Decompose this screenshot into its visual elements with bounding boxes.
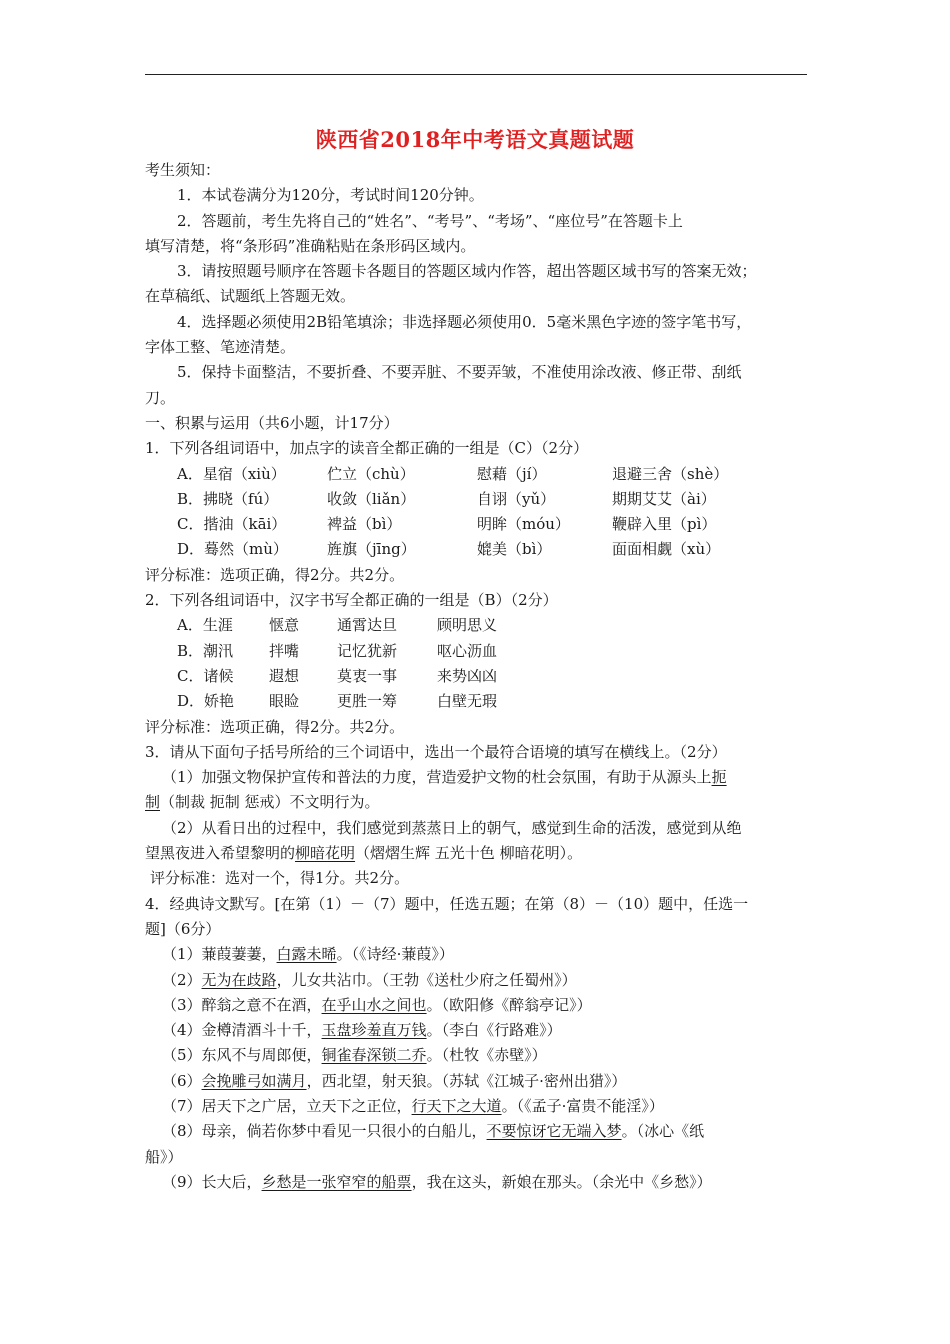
q3-sentence-2: （2）从看日出的过程中，我们感觉到蒸蒸日上的朝气，感觉到生命的活泼，感觉到从绝 bbox=[162, 818, 742, 837]
q1-option-d: D．蓦然（mù） 旌旗（jīng） 媲美（bì） 面面相觑（xù） bbox=[177, 540, 721, 559]
q2-option-b: B．潮汛 拌嘴 记忆犹新 呕心沥血 bbox=[177, 641, 498, 660]
header-rule bbox=[145, 74, 807, 75]
q1-option-b: B．拂晓（fú） 收敛（liǎn） 自诩（yǔ） 期期艾艾（ài） bbox=[177, 489, 716, 508]
notice-line: 在草稿纸、试题纸上答题无效。 bbox=[145, 287, 356, 306]
q2-stem: 2．下列各组词语中，汉字书写全都正确的一组是（B）（2分） bbox=[145, 591, 558, 610]
answer-blank: 乡愁是一张窄窄的船票 bbox=[261, 1172, 412, 1191]
q2-score: 评分标准：选项正确，得2分。共2分。 bbox=[145, 717, 405, 736]
q1-stem: 1．下列各组词语中，加点字的读音全都正确的一组是（C）（2分） bbox=[145, 439, 589, 458]
answer-blank: 玉盘珍羞直万钱 bbox=[321, 1021, 427, 1040]
q4-item: （3）醉翁之意不在酒，在乎山水之间也。（欧阳修《醉翁亭记》） bbox=[162, 995, 592, 1014]
q4-stem: 4．经典诗文默写。[在第（1）－（7）题中，任选五题；在第（8）－（10）题中，任选一 bbox=[145, 894, 749, 913]
notice-line: 4．选择题必须使用2B铅笔填涂；非选择题必须使用0．5毫米黑色字迹的签字笔书写， bbox=[177, 312, 752, 331]
answer-blank: 白露未晞 bbox=[276, 945, 337, 964]
document-body bbox=[145, 158, 815, 1195]
notice-line: 5．保持卡面整洁，不要折叠、不要弄脏、不要弄皱，不准使用涂改液、修正带、刮纸 bbox=[177, 363, 742, 382]
q3-sentence-1-cont: 制（制裁 扼制 惩戒）不文明行为。 bbox=[145, 793, 380, 812]
notice-line: 3．请按照题号顺序在答题卡各题目的答题区域内作答，超出答题区域书写的答案无效； bbox=[177, 262, 757, 281]
q2-option-d: D．娇艳 眼睑 更胜一筹 白壁无瑕 bbox=[177, 692, 498, 711]
notice-line: 1．本试卷满分为120分，考试时间120分钟。 bbox=[177, 186, 484, 205]
q4-item: （5）东风不与周郎便，铜雀春深锁二乔。（杜牧《赤壁》） bbox=[162, 1046, 547, 1065]
answer-blank: 在乎山水之间也 bbox=[321, 995, 427, 1014]
q1-option-a: A．星宿（xiù） 伫立（chù） 慰藉（jí） 退避三舍（shè） bbox=[177, 464, 729, 483]
q4-item-cont: 船》） bbox=[145, 1147, 183, 1166]
answer-blank: 铜雀春深锁二乔 bbox=[321, 1046, 427, 1065]
q1-score: 评分标准：选项正确，得2分。共2分。 bbox=[145, 565, 405, 584]
q1-option-c: C．揩油（kāi） 裨益（bì） 明眸（móu） 鞭辟入里（pì） bbox=[177, 515, 717, 534]
q4-item: （8）母亲，倘若你梦中看见一只很小的白船儿，不要惊讶它无端入梦。（冰心《纸 bbox=[162, 1122, 705, 1141]
q2-option-a: A．生涯 惬意 通霄达旦 顾明思义 bbox=[177, 616, 498, 635]
q4-item: （1）蒹葭萋萋，白露未晞。（《诗经·蒹葭》） bbox=[162, 945, 454, 964]
notice-heading: 考生须知： bbox=[145, 161, 221, 179]
q4-item: （7）居天下之广居，立天下之正位，行天下之大道。（《孟子·富贵不能淫》） bbox=[162, 1096, 664, 1115]
q4-stem-cont: 题]（6分） bbox=[145, 919, 221, 938]
q3-sentence-1: （1）加强文物保护宣传和普法的力度，营造爱护文物的杜会氛围，有助于从源头上扼 bbox=[162, 768, 727, 787]
notice-line: 字体工整、笔迹清楚。 bbox=[145, 338, 296, 357]
notice-line: 刀。 bbox=[145, 388, 176, 407]
section-heading: 一、积累与运用（共6小题，计17分） bbox=[145, 413, 399, 432]
answer-blank: 行天下之大道 bbox=[411, 1096, 502, 1115]
notice-line: 2．答题前，考生先将自己的“姓名”、“考号”、“考场”、“座位号”在答题卡上 bbox=[177, 211, 683, 230]
answer-blank: 制 bbox=[145, 793, 161, 812]
answer-blank: 不要惊讶它无端入梦 bbox=[486, 1122, 622, 1141]
notice-line: 填写清楚，将“条形码”准确粘贴在条形码区域内。 bbox=[145, 236, 476, 255]
answer-blank: 无为在歧路 bbox=[201, 970, 277, 989]
answer-blank: 柳暗花明 bbox=[295, 844, 356, 863]
page-title: 陕西省2018年中考语文真题试题 bbox=[315, 127, 635, 152]
answer-blank: 会挽雕弓如满月 bbox=[201, 1071, 307, 1090]
q4-item: （2）无为在歧路，儿女共沾巾。（王勃《送杜少府之任蜀州》） bbox=[162, 970, 577, 989]
q4-item: （6）会挽雕弓如满月，西北望，射天狼。（苏轼《江城子·密州出猎》） bbox=[162, 1071, 627, 1090]
q3-stem: 3．请从下面句子括号所给的三个词语中，选出一个最符合语境的填写在横线上。（2分） bbox=[145, 742, 727, 761]
q2-option-c: C．诸候 遐想 莫衷一事 来势凶凶 bbox=[177, 666, 498, 685]
q3-score: 评分标准：选对一个，得1分。共2分。 bbox=[150, 869, 410, 888]
answer-blank: 扼 bbox=[711, 768, 727, 787]
q4-item: （9）长大后，乡愁是一张窄窄的船票，我在这头，新娘在那头。（余光中《乡愁》） bbox=[162, 1172, 712, 1191]
q3-sentence-2-cont: 望黑夜进入希望黎明的柳暗花明（熠熠生辉 五光十色 柳暗花明）。 bbox=[145, 844, 583, 863]
q4-item: （4）金樽清酒斗十千，玉盘珍羞直万钱。（李白《行路难》） bbox=[162, 1021, 562, 1040]
